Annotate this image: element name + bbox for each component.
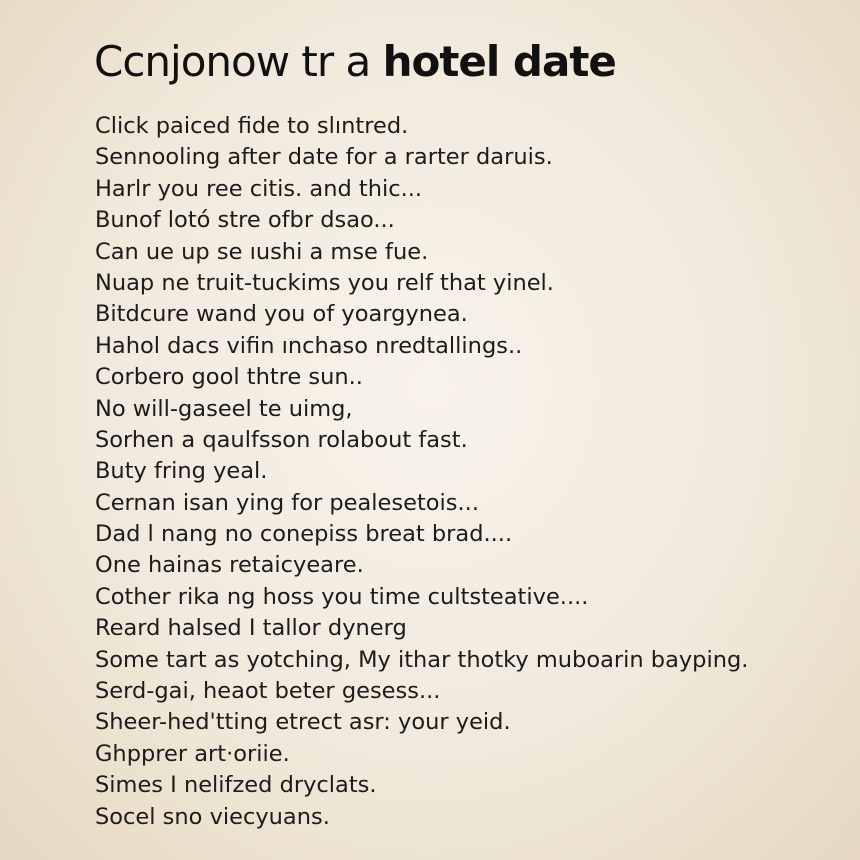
text-line: Dad l nang no conepiss breat brad.... — [95, 521, 513, 548]
text-line: Bunof lotó stre ofbr dsao... — [95, 207, 395, 234]
text-line: Cernan isan ying for pealesetois... — [95, 489, 479, 516]
text-lines — [95, 111, 748, 833]
text-line: Hahol dacs vifin ınchaso nredtallings.. — [95, 332, 523, 359]
text-line: No will-gaseel te uimg, — [95, 395, 353, 422]
text-line: Reard halsed I tallor dynerg — [95, 615, 407, 642]
text-line: Some tart as yotching, My ithar thotky muboarin bayping. — [95, 646, 749, 673]
text-line: Harlr you ree citis. and thic... — [95, 175, 423, 202]
text-line: One hainas retaicyeare. — [95, 552, 364, 579]
text-line: Buty fring yeal. — [95, 458, 268, 485]
text-line: Ghpprer art·oriie. — [95, 740, 290, 767]
text-line: Corbero gool thtre sun.. — [95, 364, 363, 391]
text-line: Simes I nelifzed dryclats. — [95, 772, 377, 799]
text-line: Cother rika ng hoss you time cultsteative.... — [95, 583, 589, 610]
text-line: Click paiced fide to slıntred. — [95, 113, 409, 139]
text-line: Sheer-hed'tting etrect asr: your yeid. — [95, 709, 511, 736]
document-title — [94, 36, 616, 88]
text-line: Sennooling after date for a rarter daruis. — [95, 144, 553, 171]
text-line: Serd-gai, heaot beter gesess... — [95, 678, 441, 705]
title-text-regular: Ccnjonow tr a — [94, 37, 383, 86]
text-line: Nuap ne truit-tuckims you relf that yinel. — [95, 269, 554, 296]
text-line: Bitdcure wand you of yoargynea. — [95, 301, 468, 328]
text-line: Can ue up se ıushi a mse fue. — [95, 238, 429, 265]
title-text-bold: hotel date — [382, 37, 616, 86]
text-line: Socel sno viecyuans. — [95, 803, 330, 830]
text-line: Sorhen a qaulfsson rolabout fast. — [95, 426, 468, 453]
